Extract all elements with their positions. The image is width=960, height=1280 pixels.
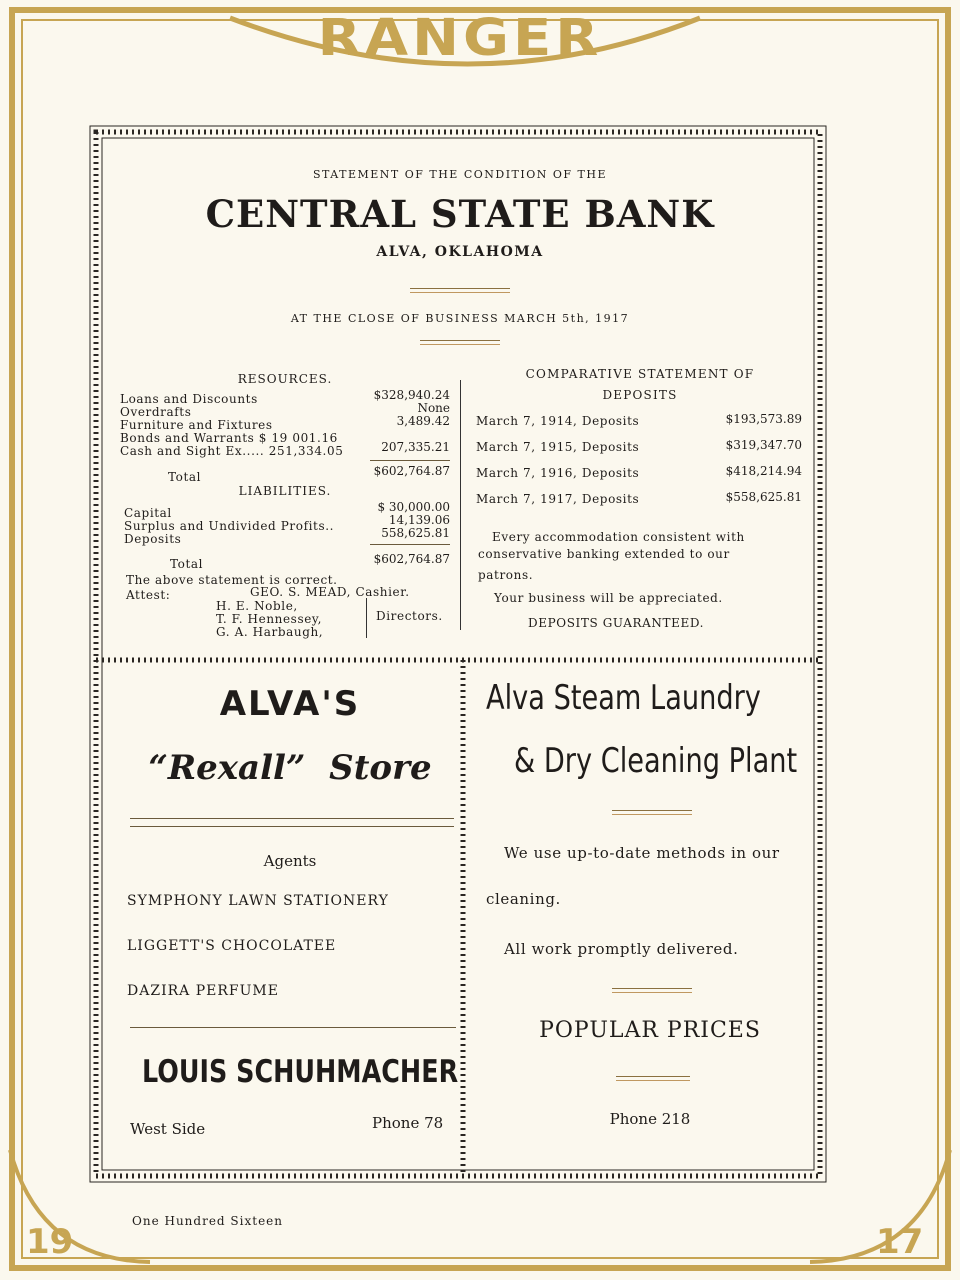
divider: [616, 1076, 690, 1081]
appreciation-text: Your business will be appreciated.: [494, 591, 723, 605]
divider: [420, 340, 500, 345]
agents-heading: Agents: [263, 852, 317, 870]
comparative-subheading: DEPOSITS: [602, 388, 678, 402]
comparative-amount: $319,347.70: [725, 438, 802, 452]
directors-brace: [366, 598, 371, 638]
resource-label: Bonds and Warrants $ 19 001.16: [120, 431, 338, 445]
ranger-title: RANGER: [317, 9, 603, 68]
liabilities-total-amount: $602,764.87: [373, 552, 450, 566]
page-number: One Hundred Sixteen: [132, 1214, 283, 1228]
laundry-title: Alva Steam Laundry: [486, 678, 761, 718]
director-name: G. A. Harbaugh,: [216, 625, 324, 639]
liabilities-heading: LIABILITIES.: [238, 484, 332, 498]
bank-intro: STATEMENT OF THE CONDITION OF THE: [313, 168, 607, 181]
correct-statement: The above statement is correct.: [126, 573, 338, 587]
liability-amount: 14,139.06: [388, 513, 450, 527]
laundry-text: We use up-to-date methods in our: [504, 844, 780, 862]
laundry-text: cleaning.: [486, 890, 561, 908]
bank-date-line: AT THE CLOSE OF BUSINESS MARCH 5th, 1917: [290, 312, 630, 325]
rexall-owner: LOUIS SCHUHMACHER: [142, 1054, 459, 1090]
directors-label: Directors.: [376, 609, 443, 623]
divider: [130, 826, 454, 827]
accommodation-text: Every accommodation consistent with: [492, 530, 745, 544]
rexall-subtitle: “Rexall” Store: [148, 748, 432, 788]
bank-location: ALVA, OKLAHOMA: [376, 244, 544, 260]
divider: [130, 1027, 456, 1028]
laundry-subtitle: & Dry Cleaning Plant: [514, 741, 798, 781]
resources-heading: RESOURCES.: [237, 372, 333, 386]
resource-amount: 207,335.21: [381, 440, 450, 454]
laundry-prices: POPULAR PRICES: [539, 1018, 761, 1043]
divider: [410, 288, 510, 293]
deposits-guaranteed: DEPOSITS GUARANTEED.: [528, 616, 705, 630]
divider: [612, 988, 692, 993]
resource-amount: None: [417, 401, 450, 415]
comparative-amount: $418,214.94: [725, 464, 802, 478]
sum-rule: [370, 460, 450, 461]
year-left: 19: [26, 1222, 74, 1262]
liability-label: Capital: [124, 506, 172, 520]
comparative-label: March 7, 1917, Deposits: [476, 492, 640, 506]
resource-label: Overdrafts: [120, 405, 192, 419]
resources-total-label: Total: [168, 470, 202, 484]
agent-item: SYMPHONY LAWN STATIONERY: [127, 893, 389, 909]
director-name: T. F. Hennessey,: [216, 612, 323, 626]
divider: [130, 818, 454, 819]
comparative-label: March 7, 1916, Deposits: [476, 466, 640, 480]
rexall-title: ALVA'S: [219, 684, 361, 724]
divider: [612, 810, 692, 815]
cashier-name: GEO. S. MEAD, Cashier.: [250, 585, 410, 599]
bank-name: CENTRAL STATE BANK: [205, 192, 715, 236]
year-right: 17: [876, 1222, 924, 1262]
comparative-label: March 7, 1914, Deposits: [476, 414, 640, 428]
laundry-phone: Phone 218: [609, 1110, 691, 1128]
rexall-location: West Side: [130, 1120, 206, 1138]
liability-amount: $ 30,000.00: [377, 500, 450, 514]
rexall-phone: Phone 78: [372, 1114, 444, 1132]
comparative-amount: $558,625.81: [725, 490, 802, 504]
accommodation-text: patrons.: [478, 568, 534, 582]
comparative-heading: COMPARATIVE STATEMENT OF: [525, 367, 755, 381]
resource-label: Loans and Discounts: [120, 392, 258, 406]
laundry-text: All work promptly delivered.: [504, 940, 739, 958]
director-name: H. E. Noble,: [216, 599, 298, 613]
sum-rule: [370, 544, 450, 545]
comparative-label: March 7, 1915, Deposits: [476, 440, 640, 454]
attest-label: Attest:: [126, 588, 171, 602]
agent-item: LIGGETT'S CHOCOLATEE: [127, 938, 337, 954]
resources-total-amount: $602,764.87: [373, 464, 450, 478]
column-rule: [460, 380, 461, 630]
resource-amount: $328,940.24: [373, 388, 450, 402]
resource-amount: 3,489.42: [396, 414, 450, 428]
resource-label: Furniture and Fixtures: [120, 418, 273, 432]
comparative-amount: $193,573.89: [725, 412, 802, 426]
liability-label: Deposits: [124, 532, 182, 546]
liability-label: Surplus and Undivided Profits..: [124, 519, 335, 533]
liability-amount: 558,625.81: [381, 526, 450, 540]
liabilities-total-label: Total: [170, 557, 204, 571]
agent-item: DAZIRA PERFUME: [127, 983, 279, 999]
accommodation-text: conservative banking extended to our: [478, 547, 730, 561]
resource-label: Cash and Sight Ex..... 251,334.05: [120, 444, 344, 458]
